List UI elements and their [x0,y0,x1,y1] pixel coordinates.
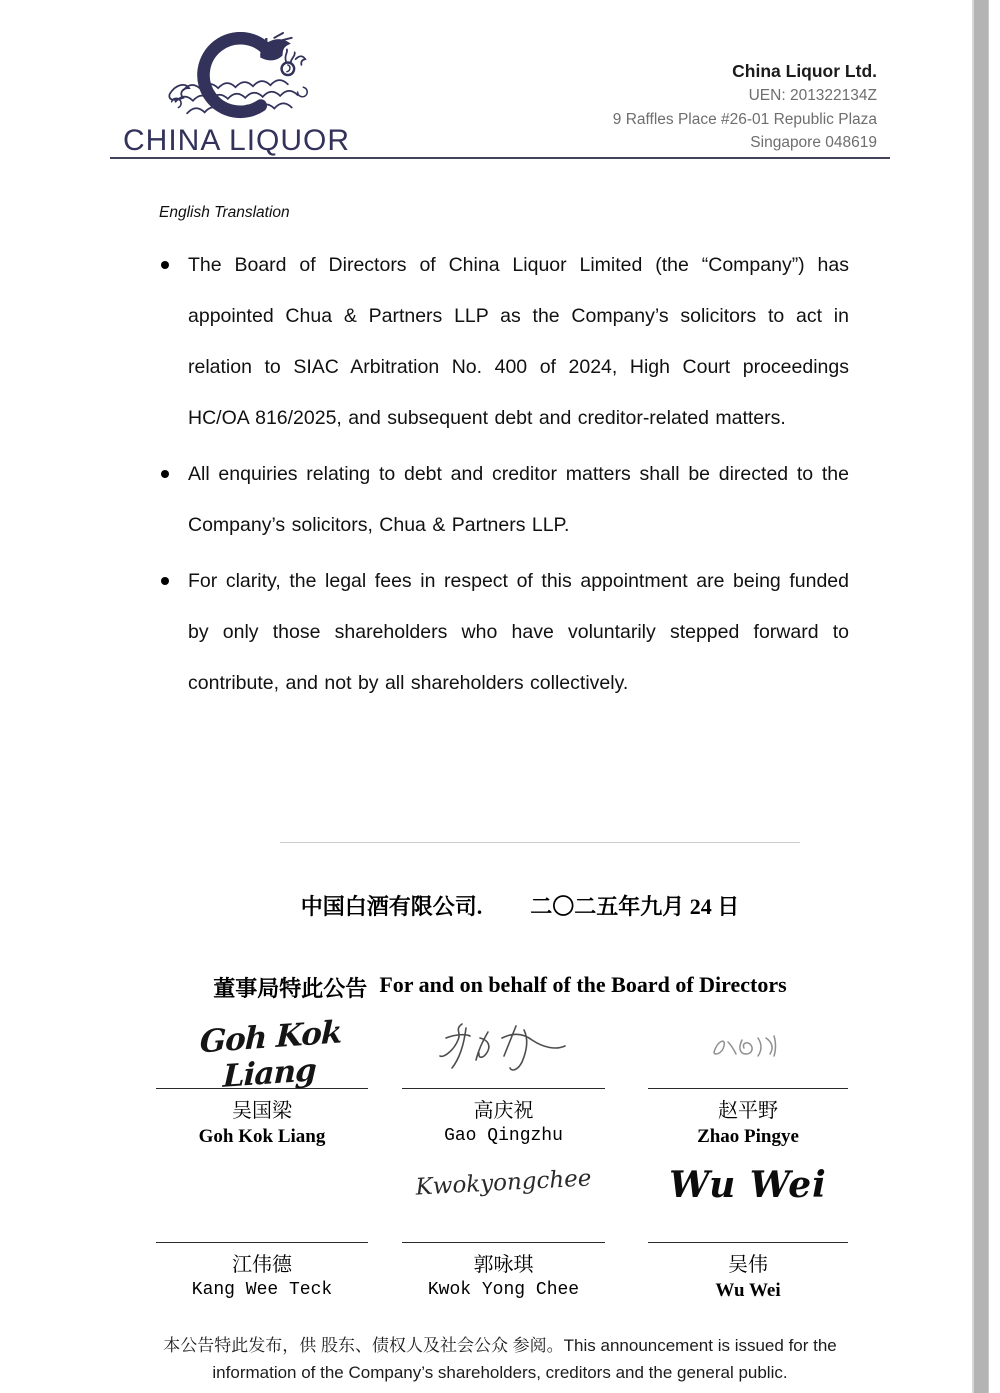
bullet-item [161,556,849,714]
signatory-name-cn: 吴国梁 [232,1100,292,1122]
board-heading [100,972,900,1003]
signatory-name-en: Kang Wee Teck [191,1280,333,1300]
bullet-icon [161,240,188,449]
footer-line1: 本公告特此发布，供 股东、债权人及社会公众 参阅。This announcement is issued for the [163,1336,837,1355]
board-heading-en: For and on behalf of the Board of Directors [379,972,787,997]
announcement-date: 二〇二五年九月 24 日 [530,894,740,919]
signature-line [648,1088,848,1089]
board-heading-cn: 董事局特此公告 [213,976,368,1001]
bullet-item [161,449,849,556]
gao-qingzhu-signature-icon [432,1018,572,1076]
signatory-block-kang-wee-teck [156,1156,368,1300]
signatory-name-en: Kwok Yong Chee [427,1280,580,1300]
company-address-line1: 9 Raffles Place #26-01 Republic Plaza [612,110,877,128]
signature-line [402,1088,605,1089]
signature-line [156,1242,368,1243]
signatory-name-en: Wu Wei [715,1280,781,1301]
signatory-block-kwok-yong-chee [402,1156,605,1300]
signatory-block-goh-kok-liang [156,1008,368,1148]
bullet-text: The Board of Directors of China Liquor Limited (the “Company”) has appointed Chua & Partners LLP as the Company’s solicitors to act in relation to SIAC Arbitration No. 400 of 2024, High Court proceedings HC/OA 816/2025, and subsequent debt and creditor-related matters. [188,254,849,429]
company-and-date-line [170,890,870,921]
bullet-icon [161,556,188,714]
company-name-cn: 中国白酒有限公司. [300,894,483,919]
goh-kok-liang-signature: Goh Kok Liang [199,1014,343,1095]
signature-line [648,1242,848,1243]
signatory-name-cn: 郭咏琪 [473,1254,534,1276]
footer-line2: information of the Company’s shareholders, creditors and the general public. [212,1363,788,1382]
signatory-block-zhao-pingye [648,1008,848,1148]
section-divider [280,842,800,843]
signatory-name-cn: 江伟德 [232,1254,292,1276]
scrollbar-track[interactable] [972,0,989,1393]
signatory-name-en: Gao Qingzhu [444,1126,563,1146]
company-address-line2: Singapore 048619 [750,134,877,151]
signatory-name-cn: 吴伟 [728,1254,768,1276]
kwok-yong-chee-signature: Kwokyongchee [414,1165,593,1201]
signatory-name-en: Goh Kok Liang [198,1126,326,1147]
signatory-name-cn: 高庆祝 [473,1100,534,1122]
company-info-block [613,59,877,155]
logo-wordmark: CHINA LIQUOR [123,124,351,157]
footer-notice [0,1332,1000,1386]
header-divider [110,157,890,159]
announcement-bullet-list [161,240,849,714]
trademark-symbol: TM [252,36,270,48]
company-name: China Liquor Ltd. [732,61,877,81]
translation-note: English Translation [159,204,290,221]
signatory-name-cn: 赵平野 [718,1100,778,1122]
bullet-text: All enquiries relating to debt and creditor matters shall be directed to the Company’s solicitors, Chua & Partners LLP. [188,463,849,536]
bullet-icon [161,449,188,556]
signatory-name-en: Zhao Pingye [697,1126,799,1147]
company-uen: UEN: 201322134Z [748,87,877,104]
bullet-item [161,240,849,449]
wu-wei-signature: Wu Wei [669,1164,827,1206]
signatory-block-gao-qingzhu [402,1008,605,1146]
signatory-block-wu-wei [648,1156,848,1302]
signature-line [402,1242,605,1243]
zhao-pingye-signature-icon [708,1032,780,1060]
bullet-text: For clarity, the legal fees in respect of this appointment are being funded by only those shareholders who have voluntarily stepped forward to contribute, and not by all shareholders collectively. [188,570,849,694]
dragon-wave-logo-icon [160,32,315,129]
